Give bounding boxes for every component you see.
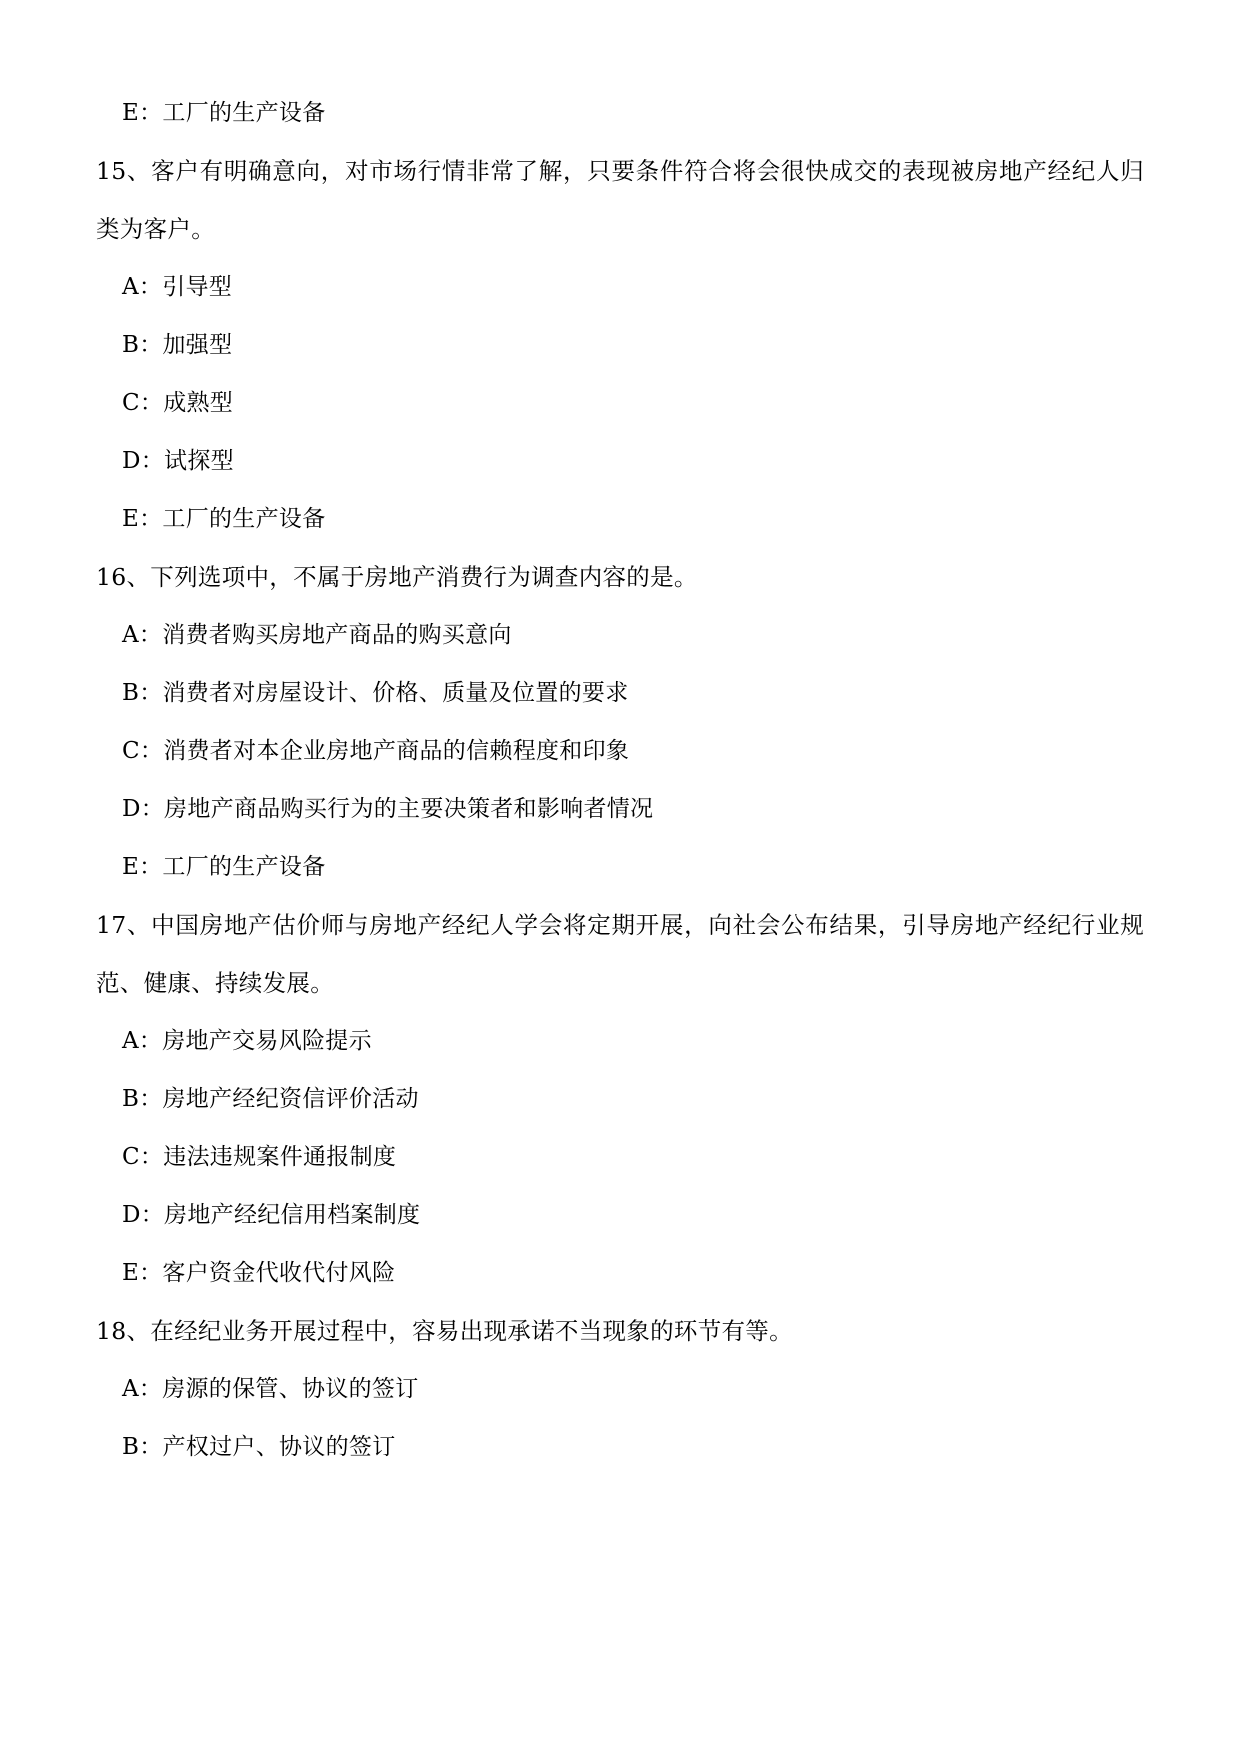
option-line: A：引导型 bbox=[122, 274, 233, 300]
option-line: A：房源的保管、协议的签订 bbox=[122, 1376, 419, 1402]
question-stem: 16、下列选项中，不属于房地产消费行为调查内容的是。 bbox=[96, 563, 698, 591]
option-line: B：房地产经纪资信评价活动 bbox=[122, 1086, 419, 1112]
question-block-17 bbox=[96, 896, 1144, 1302]
option-line: E：客户资金代收代付风险 bbox=[122, 1260, 396, 1286]
option-line: B：产权过户、协议的签订 bbox=[122, 1434, 396, 1460]
option-line: D：试探型 bbox=[122, 448, 234, 474]
question-stem: 15、客户有明确意向，对市场行情非常了解，只要条件符合将会很快成交的表现被房地产经纪人归类为客户。 bbox=[96, 157, 1144, 243]
question-block-16 bbox=[96, 548, 1144, 896]
option-line: C：成熟型 bbox=[122, 390, 234, 416]
option-line: D：房地产商品购买行为的主要决策者和影响者情况 bbox=[122, 796, 654, 822]
option-line: E：工厂的生产设备 bbox=[122, 100, 326, 126]
option-line: A：消费者购买房地产商品的购买意向 bbox=[122, 622, 512, 648]
option-line: C：消费者对本企业房地产商品的信赖程度和印象 bbox=[122, 738, 630, 764]
option-line: E：工厂的生产设备 bbox=[122, 506, 326, 532]
question-stem: 18、在经纪业务开展过程中，容易出现承诺不当现象的环节有等。 bbox=[96, 1317, 793, 1345]
option-line: C：违法违规案件通报制度 bbox=[122, 1144, 397, 1170]
option-line: B：消费者对房屋设计、价格、质量及位置的要求 bbox=[122, 680, 629, 706]
option-line: A：房地产交易风险提示 bbox=[122, 1028, 372, 1054]
option-line: D：房地产经纪信用档案制度 bbox=[122, 1202, 421, 1228]
option-line: B：加强型 bbox=[122, 332, 233, 358]
document-body bbox=[96, 84, 1144, 1476]
question-stem: 17、中国房地产估价师与房地产经纪人学会将定期开展，向社会公布结果，引导房地产经纪行业规范、健康、持续发展。 bbox=[96, 911, 1144, 997]
question-block-18 bbox=[96, 1302, 1144, 1476]
option-line: E：工厂的生产设备 bbox=[122, 854, 326, 880]
question-block-15 bbox=[96, 142, 1144, 548]
